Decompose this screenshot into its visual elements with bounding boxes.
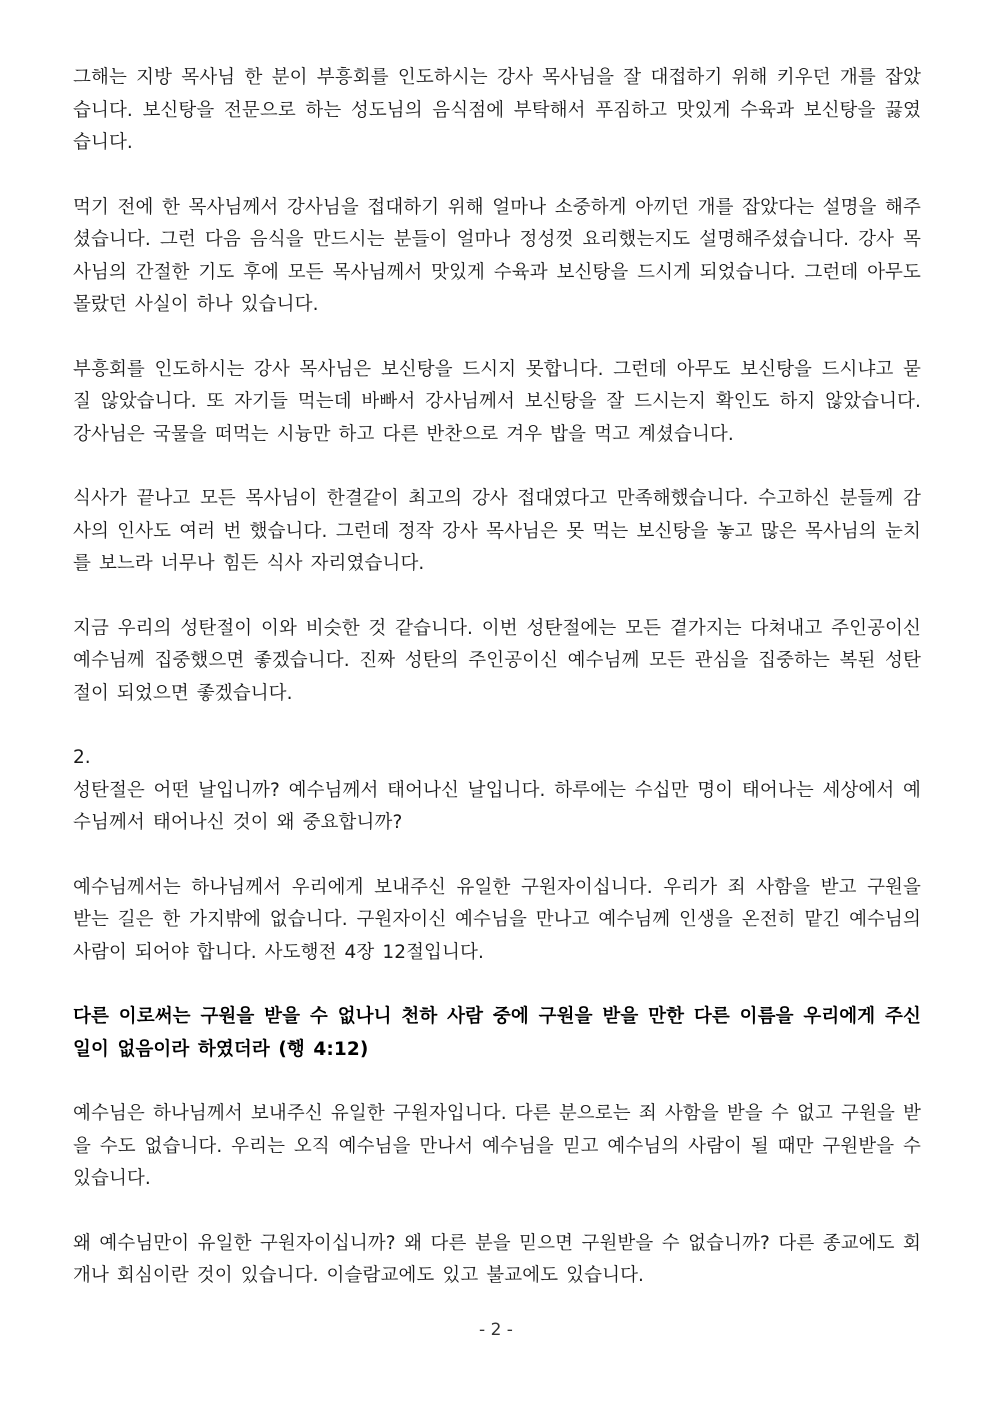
bible-verse: 다른 이로써는 구원을 받을 수 없나니 천하 사람 중에 구원을 받을 만한 다른 이름을 우리에게 주신 일이 없음이라 하였더라 (행 4:12) bbox=[73, 1006, 921, 1060]
paragraph-5: 지금 우리의 성탄절이 이와 비슷한 것 같습니다. 이번 성탄절에는 모든 곁가지는 다쳐내고 주인공이신 예수님께 집중했으면 좋겠습니다. 진짜 성탄의 주인공이신 예수님께 모든 관심을 집중하는 복된 성탄절이 되었으면 좋겠습니다. bbox=[73, 617, 921, 704]
paragraph-7: 예수님께서는 하나님께서 우리에게 보내주신 유일한 구원자이십니다. 우리가 죄 사함을 받고 구원을 받는 길은 한 가지밖에 없습니다. 구원자이신 예수님을 만나고 예수님께 인생을 온전히 맡긴 예수님의 사람이 되어야 합니다. 사도행전 4장 12절입니다. bbox=[73, 876, 921, 963]
paragraph-1: 그해는 지방 목사님 한 분이 부흥회를 인도하시는 강사 목사님을 잘 대접하기 위해 키우던 개를 잡았습니다. 보신탕을 전문으로 하는 성도님의 음식점에 부탁해서 푸짐하고 맛있게 수육과 보신탕을 끓였습니다. bbox=[73, 67, 921, 153]
paragraph-9: 왜 예수님만이 유일한 구원자이십니까? 왜 다른 분을 믿으면 구원받을 수 없습니까? 다른 종교에도 회개나 회심이란 것이 있습니다. 이슬람교에도 있고 불교에도 있습니다. bbox=[73, 1232, 921, 1286]
paragraph-4: 식사가 끝나고 모든 목사님이 한결같이 최고의 강사 접대였다고 만족해했습니다. 수고하신 분들께 감사의 인사도 여러 번 했습니다. 그런데 정작 강사 목사님은 못 먹는 보신탕을 놓고 많은 목사님의 눈치를 보느라 너무나 힘든 식사 자리였습니다. bbox=[73, 488, 921, 574]
paragraph-8: 예수님은 하나님께서 보내주신 유일한 구원자입니다. 다른 분으로는 죄 사함을 받을 수 없고 구원을 받을 수도 없습니다. 우리는 오직 예수님을 만나서 예수님을 믿고 예수님의 사람이 될 때만 구원받을 수 있습니다. bbox=[73, 1103, 921, 1189]
document-body bbox=[73, 62, 921, 1293]
page-number: - 2 - bbox=[479, 1320, 513, 1340]
paragraph-3: 부흥회를 인도하시는 강사 목사님은 보신탕을 드시지 못합니다. 그런데 아무도 보신탕을 드시냐고 묻질 않았습니다. 또 자기들 먹는데 바빠서 강사님께서 보신탕을 잘 드시는지 확인도 하지 않았습니다. 강사님은 국물을 떠먹는 시늉만 하고 다른 반찬으로 겨우 밥을 먹고 계셨습니다. bbox=[73, 358, 921, 445]
section-number: 2. bbox=[73, 747, 91, 768]
paragraph-6: 성탄절은 어떤 날입니까? 예수님께서 태어나신 날입니다. 하루에는 수십만 명이 태어나는 세상에서 예수님께서 태어나신 것이 왜 중요합니까? bbox=[73, 779, 921, 833]
paragraph-2: 먹기 전에 한 목사님께서 강사님을 접대하기 위해 얼마나 소중하게 아끼던 개를 잡았다는 설명을 해주셨습니다. 그런 다음 음식을 만드시는 분들이 얼마나 정성껏 요리했는지도 설명해주셨습니다. 강사 목사님의 간절한 기도 후에 모든 목사님께서 맛있게 수육과 보신탕을 드시게 되었습니다. 그런데 아무도 몰랐던 사실이 하나 있습니다. bbox=[73, 196, 921, 315]
